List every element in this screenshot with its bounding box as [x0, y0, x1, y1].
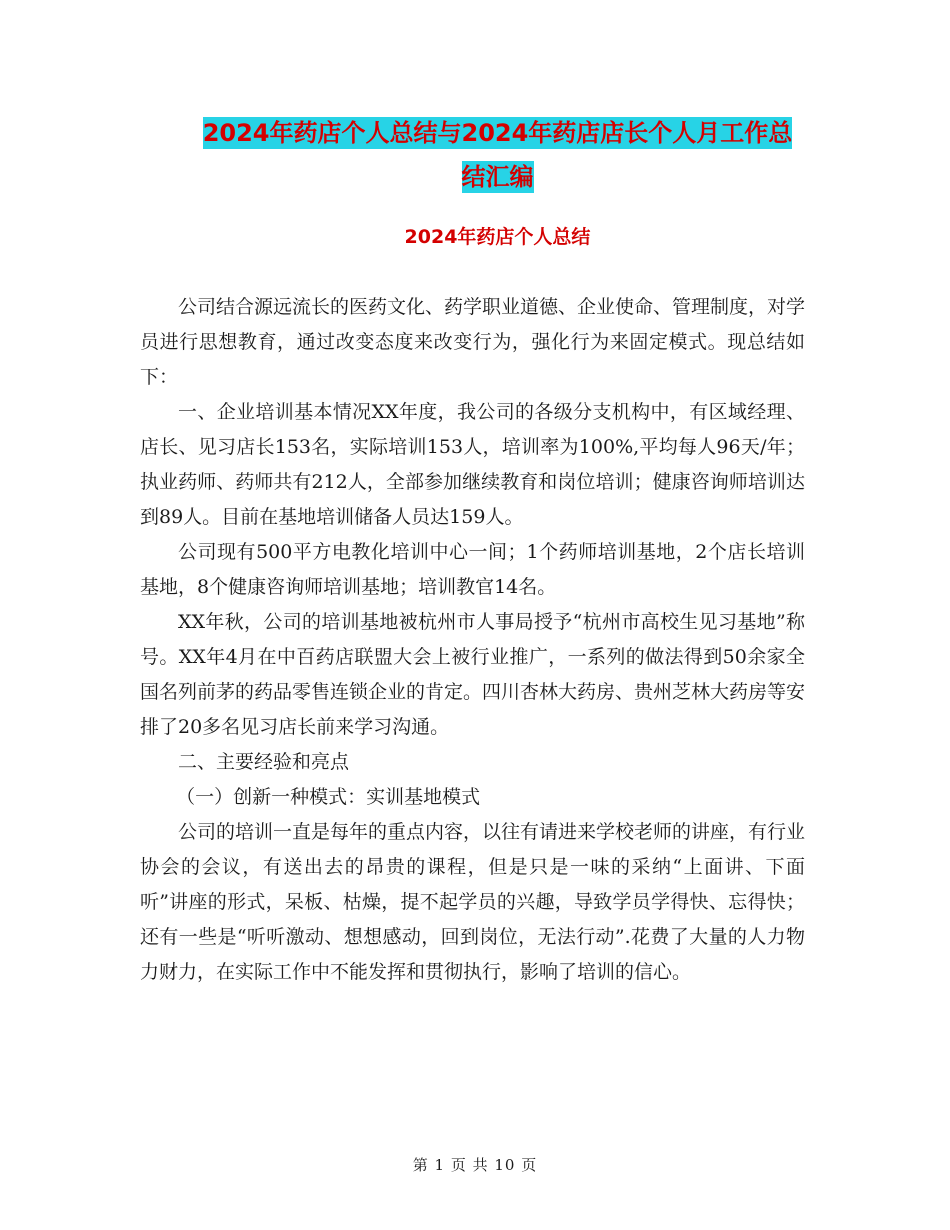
- title-line-2: 结汇编: [461, 163, 534, 191]
- paragraph-training-overview: 一、企业培训基本情况XX年度，我公司的各级分支机构中，有区域经理、店长、见习店长153名，实际培训153人，培训率为100%,平均每人96天/年；执业药师、药师共有212人，全部参加继续教育和岗位培训；健康咨询师培训达到89人。目前在基地培训储备人员达159人。: [140, 401, 805, 528]
- title-line-1: 2024年药店个人总结与2024年药店店长个人月工作总: [202, 119, 793, 147]
- heading-main-experience: 二、主要经验和亮点: [178, 751, 350, 773]
- document-title: [140, 111, 855, 199]
- section-title: 2024年药店个人总结: [404, 226, 591, 248]
- page-footer: 第 1 页 共 10 页: [412, 1156, 538, 1174]
- document-body: [140, 290, 805, 990]
- paragraph-training-history: 公司的培训一直是每年的重点内容，以往有请进来学校老师的讲座，有行业协会的会议，有送出去的昂贵的课程，但是只是一味的采纳“上面讲、下面听”讲座的形式，呆板、枯燥，提不起学员的兴趣，导致学员学得快、忘得快；还有一些是“听听激动、想想感动，回到岗位，无法行动”.花费了大量的人力物力财力，在实际工作中不能发挥和贯彻执行，影响了培训的信心。: [140, 821, 806, 983]
- paragraph-intro: 公司结合源远流长的医药文化、药学职业道德、企业使命、管理制度，对学员进行思想教育，通过改变态度来改变行为，强化行为来固定模式。现总结如下：: [140, 296, 806, 388]
- paragraph-recognition: XX年秋，公司的培训基地被杭州市人事局授予“杭州市高校生见习基地”称号。XX年4月在中百药店联盟大会上被行业推广，一系列的做法得到50余家全国名列前茅的药品零售连锁企业的肯定。四川杏林大药房、贵州芝林大药房等安排了20多名见习店长前来学习沟通。: [140, 611, 806, 738]
- paragraph-facilities: 公司现有500平方电教化培训中心一间；1个药师培训基地，2个店长培训基地，8个健康咨询师培训基地；培训教官14名。: [140, 541, 805, 598]
- heading-innovation-model: （一）创新一种模式：实训基地模式: [176, 786, 481, 808]
